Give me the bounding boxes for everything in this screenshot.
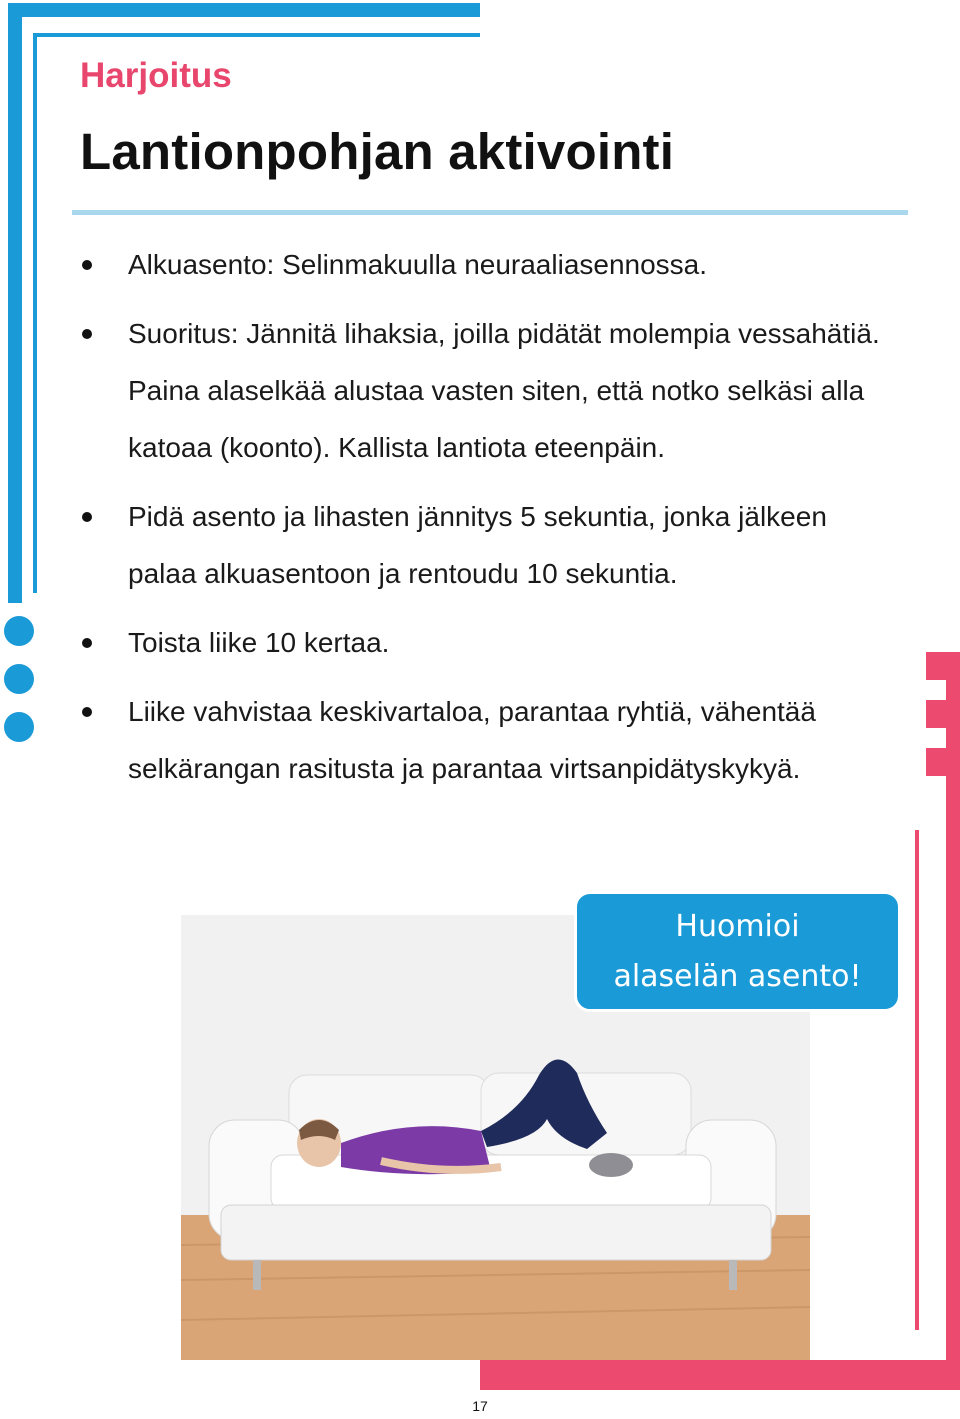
decorative-dot [4, 664, 34, 694]
page-title: Lantionpohjan aktivointi [80, 123, 675, 180]
callout-note [574, 891, 901, 1012]
decorative-frame-top-inner [33, 33, 480, 37]
list-item: Pidä asento ja lihasten jännitys 5 sekuntia, jonka jälkeen palaa alkuasentoon ja rentoudu 10 sekuntia. [80, 488, 880, 602]
decorative-frame-right-inner [915, 830, 919, 1330]
decorative-frame-right [946, 652, 960, 1367]
list-item: Suoritus: Jännitä lihaksia, joilla pidätät molempia vessahätiä. Paina alaselkää alustaa vasten siten, että notko selkäsi alla katoaa (koonto). Kallista lantiota eteenpäin. [80, 305, 880, 476]
decorative-frame-left [8, 3, 22, 603]
list-item: Liike vahvistaa keskivartaloa, parantaa ryhtiä, vähentää selkärangan rasitusta ja parantaa virtsanpidätyskykyä. [80, 683, 880, 797]
decorative-frame-top [8, 3, 480, 17]
decorative-frame-bottom [480, 1360, 960, 1390]
callout-text: Huomioi alaselän asento! [613, 908, 862, 994]
title-divider [72, 210, 908, 215]
list-item: Alkuasento: Selinmakuulla neuraaliasennossa. [80, 236, 880, 293]
page-number: 17 [472, 1398, 488, 1414]
list-item: Toista liike 10 kertaa. [80, 614, 880, 671]
section-kicker: Harjoitus [80, 56, 232, 95]
decorative-dot [4, 616, 34, 646]
decorative-dot [4, 712, 34, 742]
instruction-list [80, 236, 880, 809]
decorative-frame-left-inner [33, 33, 37, 593]
